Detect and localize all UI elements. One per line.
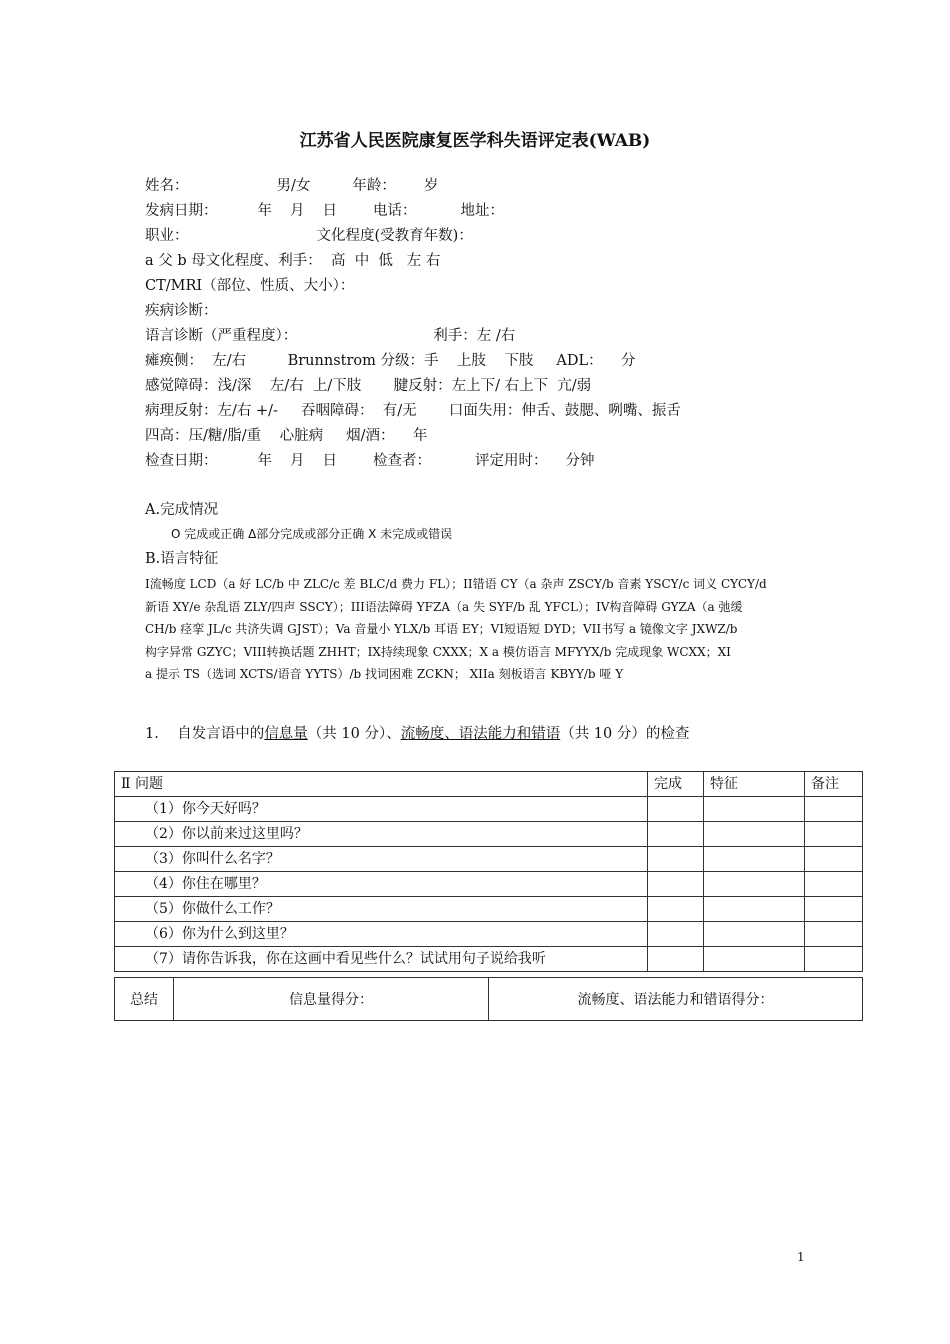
feature-cell[interactable] [704,922,805,947]
questions-table [114,771,863,972]
notes-cell[interactable] [805,847,863,872]
summary-table [114,977,863,1021]
notes-cell[interactable] [805,822,863,847]
completion-cell[interactable] [648,897,704,922]
summary-row [115,978,863,1021]
features-line: 新语 XY/e 杂乱语 ZLY/四声 SSCY）；III语法障碍 YFZA（a 失 SYF/b 乱 YFCL）；IV构音障碍 GYZA（a 弛缓 [145,599,743,614]
features-line: 构字异常 GZYC；VIII转换话题 ZHHT；IX持续现象 CXXX；X a 模仿语言 MFYYX/b 完成现象 WCXX；XI [145,644,731,659]
feature-cell[interactable] [704,872,805,897]
section-a-heading: A.完成情况 [145,502,219,518]
info-line-parents: a 父 b 母文化程度、利手： 高 中 低 左 右 [145,253,441,269]
completion-cell[interactable] [648,822,704,847]
notes-cell[interactable] [805,872,863,897]
info-line-paralysis: 瘫痪侧： 左/右 Brunnstrom 分级：手 上肢 下肢 ADL： 分 [145,353,636,369]
info-line-language-diagnosis: 语言诊断（严重程度）： 利手：左 /右 [145,328,516,344]
question-cell: （6）你为什么到这里？ [115,922,648,947]
info-line-occupation: 职业： 文化程度(受教育年数)： [145,228,473,244]
feature-cell[interactable] [704,897,805,922]
feature-cell[interactable] [704,797,805,822]
table-row [115,897,863,922]
notes-cell[interactable] [805,797,863,822]
table-header-row [115,772,863,797]
features-line: I流畅度 LCD（a 好 LC/b 中 ZLC/c 差 BLC/d 费力 FL）；II错语 CY（a 杂声 ZSCY/b 音素 YSCY/c 词义 CYCY/d [145,577,767,591]
question-cell: （4）你住在哪里？ [115,872,648,897]
feature-cell[interactable] [704,947,805,972]
completion-cell[interactable] [648,922,704,947]
info-score-field[interactable]: 信息量得分： [174,978,489,1021]
info-line-onset: 发病日期： 年 月 日 电话： 地址： [145,203,504,219]
feature-cell[interactable] [704,847,805,872]
section-b-heading: B.语言特征 [145,551,219,567]
info-line-exam-date: 检查日期： 年 月 日 检查者： 评定用时： 分钟 [145,453,595,469]
info-line-ct: CT/MRI（部位、性质、大小）： [145,278,355,294]
header-completion: 完成 [648,772,704,797]
page-number: 1 [797,1250,805,1264]
fluency-score-field[interactable]: 流畅度、语法能力和错语得分： [489,978,863,1021]
info-line-diagnosis: 疾病诊断： [145,303,218,319]
info-line-pathological: 病理反射：左/右 +/- 吞咽障碍： 有/无 口面失用：伸舌、鼓腮、咧嘴、振舌 [145,403,681,419]
completion-cell[interactable] [648,797,704,822]
table-row [115,872,863,897]
table-row [115,947,863,972]
summary-label: 总结 [115,978,174,1021]
completion-cell[interactable] [648,872,704,897]
info-line-sensory: 感觉障碍：浅/深 左/右 上/下肢 腱反射：左上下/ 右上下 亢/弱 [145,378,592,394]
info-line-name: 姓名： 男/女 年龄： 岁 [145,178,439,194]
completion-cell[interactable] [648,847,704,872]
info-line-risk-factors: 四高：压/糖/脂/重 心脏病 烟/酒： 年 [145,428,428,444]
completion-cell[interactable] [648,947,704,972]
header-notes: 备注 [805,772,863,797]
page-title: 江苏省人民医院康复医学科失语评定表(WAB) [299,131,651,151]
question-cell: （7）请你告诉我，你在这画中看见些什么？试试用句子说给我听 [115,947,648,972]
header-feature: 特征 [704,772,805,797]
features-line: CH/b 痉挛 JL/c 共济失调 GJST）；Va 音量小 YLX/b 耳语 EY；VI短语短 DYD；VII书写 a 镜像文字 JXWZ/b [145,622,738,637]
table-row [115,922,863,947]
notes-cell[interactable] [805,897,863,922]
table-row [115,847,863,872]
header-question: Ⅱ 问题 [115,772,648,797]
question-1-heading: 1. 自发言语中的信息量（共 10 分）、流畅度、语法能力和错语（共 10 分）的检查 [145,726,690,742]
patient-info-block [145,174,845,474]
table-row [115,822,863,847]
question-cell: （3）你叫什么名字？ [115,847,648,872]
notes-cell[interactable] [805,947,863,972]
features-line: a 提示 TS（选词 XCTS/语音 YYTS）/b 找词困难 ZCKN； XIIa 刻板语言 KBYY/b 哑 Y [145,667,624,682]
language-features-text [145,573,810,686]
question-cell: （2）你以前来过这里吗？ [115,822,648,847]
question-cell: （5）你做什么工作？ [115,897,648,922]
question-cell: （1）你今天好吗？ [115,797,648,822]
feature-cell[interactable] [704,822,805,847]
completion-legend: O 完成或正确 Δ部分完成或部分正确 X 未完成或错误 [171,527,453,541]
table-row [115,797,863,822]
notes-cell[interactable] [805,922,863,947]
